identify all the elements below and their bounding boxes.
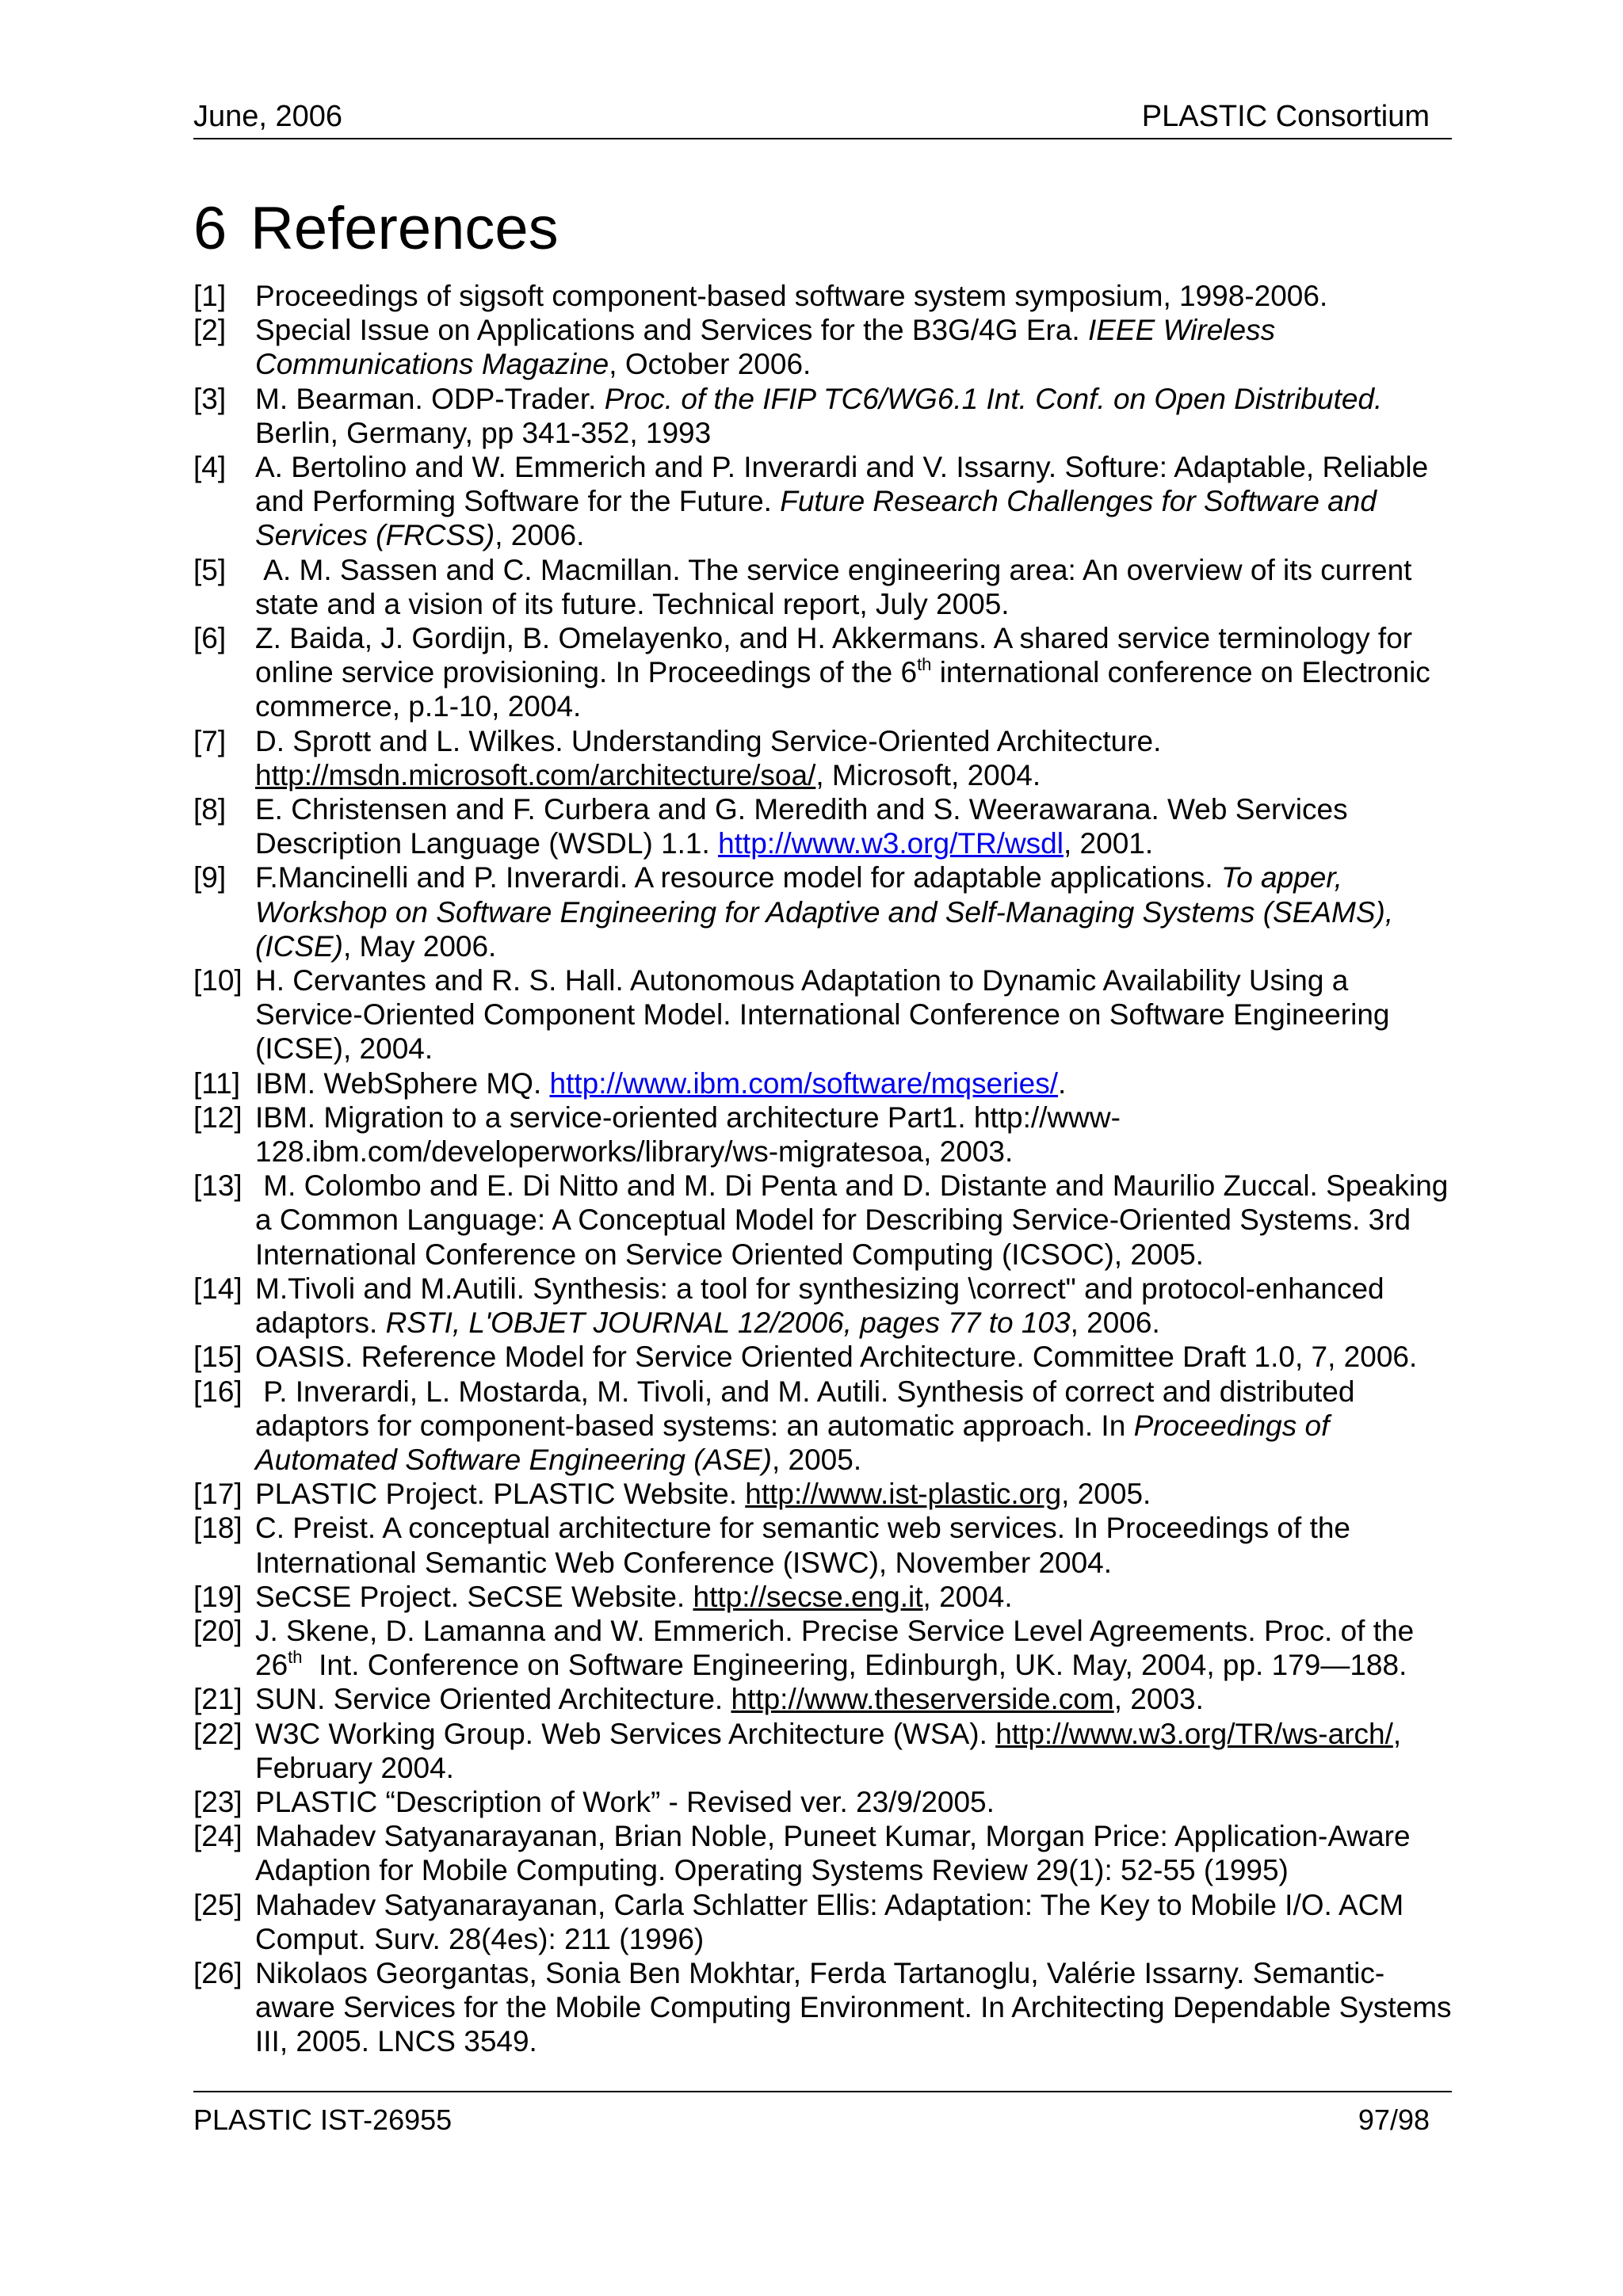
reference-text-segment: , 2005. bbox=[1061, 1478, 1151, 1511]
section-title bbox=[193, 194, 559, 263]
reference-url: http://msdn.microsoft.com/architecture/soa/ bbox=[255, 758, 816, 791]
reference-item bbox=[193, 1819, 1461, 1887]
reference-text-segment: , 2001. bbox=[1063, 827, 1154, 860]
reference-text bbox=[255, 1786, 995, 1818]
section-number: 6 bbox=[193, 195, 227, 262]
reference-text-segment: A. M. Sassen and C. Macmillan. The service engineering area: An overview of its current state and a vision of its future. Technical report, July 2005. bbox=[255, 553, 1412, 620]
footer-doc-id: PLASTIC IST-26955 bbox=[193, 2103, 453, 2136]
reference-text-segment: Berlin, Germany, pp 341-352, 1993 bbox=[255, 416, 712, 449]
reference-venue: Future Research Challenges for Software and Services (FRCSS) bbox=[255, 485, 1377, 552]
reference-link[interactable]: http://www.ibm.com/software/mqseries/ bbox=[549, 1066, 1059, 1100]
reference-item bbox=[193, 1888, 1461, 1956]
reference-text bbox=[255, 1512, 1350, 1578]
reference-item bbox=[193, 1717, 1461, 1785]
reference-text-segment: IBM. WebSphere MQ. bbox=[255, 1066, 550, 1100]
reference-item bbox=[193, 1580, 1461, 1614]
reference-number: [16] bbox=[193, 1375, 242, 1408]
reference-venue: IEEE Wireless Communications Magazine bbox=[255, 314, 1276, 381]
reference-number: [15] bbox=[193, 1341, 242, 1374]
reference-number: [1] bbox=[193, 280, 227, 312]
reference-text-segment: , May 2006. bbox=[343, 929, 497, 963]
reference-text-segment: , 2004. bbox=[922, 1580, 1013, 1613]
reference-text-segment: Mahadev Satyanarayanan, Carla Schlatter Ellis: Adaptation: The Key to Mobile I/O. ACM Comput. Surv. 28(4es): 211 (1996) bbox=[255, 1888, 1404, 1955]
reference-text-segment: . bbox=[1058, 1066, 1067, 1100]
reference-item bbox=[193, 1100, 1461, 1169]
reference-url: http://secse.eng.it bbox=[693, 1580, 923, 1613]
page-header bbox=[193, 98, 1452, 139]
reference-list bbox=[193, 279, 1461, 2059]
reference-text bbox=[255, 1889, 1403, 1955]
reference-url: http://www.theserverside.com bbox=[731, 1683, 1114, 1716]
reference-text bbox=[255, 383, 1382, 449]
reference-text-segment: , October 2006. bbox=[609, 348, 812, 381]
reference-venue: Proceedings of Automated Software Engineering (ASE) bbox=[255, 1409, 1330, 1476]
reference-number: [22] bbox=[193, 1717, 242, 1750]
reference-text-segment: , 2003. bbox=[1113, 1683, 1204, 1716]
reference-item bbox=[193, 860, 1461, 963]
reference-item bbox=[193, 724, 1461, 792]
header-date: June, 2006 bbox=[193, 100, 343, 133]
reference-text-segment: H. Cervantes and R. S. Hall. Autonomous Adaptation to Dynamic Availability Using a Service-Oriented Component Model. International Conference on Software Engineering (ICSE), 2004. bbox=[255, 964, 1390, 1066]
reference-number: [25] bbox=[193, 1888, 242, 1921]
reference-text bbox=[255, 554, 1411, 620]
reference-item bbox=[193, 792, 1461, 860]
reference-text bbox=[255, 1169, 1448, 1270]
reference-text bbox=[255, 725, 1161, 791]
reference-text-segment: W3C Working Group. Web Services Architecture (WSA). bbox=[255, 1717, 996, 1750]
reference-text-segment: , 2006. bbox=[495, 519, 585, 552]
reference-number: [21] bbox=[193, 1683, 242, 1716]
reference-text-segment: M.Tivoli and M.Autili. Synthesis: a tool for synthesizing \correct" and protocol-enhanced adaptors. bbox=[255, 1272, 1384, 1340]
reference-text-segment: , 2006. bbox=[1070, 1306, 1160, 1340]
reference-number: [20] bbox=[193, 1614, 242, 1647]
reference-text bbox=[255, 1957, 1452, 2058]
reference-text-segment: OASIS. Reference Model for Service Oriented Architecture. Committee Draft 1.0, 7, 2006. bbox=[255, 1341, 1418, 1374]
reference-text-segment: IBM. Migration to a service-oriented architecture Part1. http://www-128.ibm.com/developerworks/library/ws-migratesoa, 2003. bbox=[255, 1100, 1121, 1169]
reference-text-segment: Mahadev Satyanarayanan, Brian Noble, Puneet Kumar, Morgan Price: Application-Aware Adaption for Mobile Computing. Operating Systems Review 29(1): 52-55 (1995) bbox=[255, 1820, 1411, 1887]
reference-item bbox=[193, 1375, 1461, 1478]
reference-number: [19] bbox=[193, 1580, 242, 1613]
reference-text-segment: , February 2004. bbox=[255, 1717, 1402, 1784]
reference-text-segment: J. Skene, D. Lamanna and W. Emmerich. Precise Service Level Agreements. Proc. of the 26 bbox=[255, 1614, 1415, 1682]
reference-text-segment: C. Preist. A conceptual architecture for semantic web services. In Proceedings of the International Semantic Web Conference (ISWC), November 2004. bbox=[255, 1512, 1351, 1579]
reference-item bbox=[193, 1066, 1461, 1100]
reference-text bbox=[255, 280, 1327, 312]
reference-item bbox=[193, 1614, 1461, 1682]
header-org: PLASTIC Consortium bbox=[1141, 100, 1430, 133]
reference-number: [24] bbox=[193, 1820, 242, 1853]
reference-text bbox=[255, 1718, 1401, 1784]
reference-item bbox=[193, 1785, 1461, 1819]
reference-text bbox=[255, 622, 1430, 723]
reference-text-segment: M. Bearman. ODP-Trader. bbox=[255, 382, 605, 415]
reference-text-segment: A. Bertolino and W. Emmerich and P. Inverardi and V. Issarny. Softure: Adaptable, Reliable and Performing Software for the Future. bbox=[255, 451, 1429, 518]
reference-text-segment: D. Sprott and L. Wilkes. Understanding Service-Oriented Architecture. bbox=[255, 724, 1162, 757]
reference-text bbox=[255, 1341, 1417, 1373]
reference-number: [8] bbox=[193, 793, 227, 826]
reference-text bbox=[255, 1683, 1204, 1715]
reference-item bbox=[193, 1272, 1461, 1340]
reference-number: [2] bbox=[193, 314, 227, 347]
reference-text-segment: PLASTIC Project. PLASTIC Website. bbox=[255, 1478, 746, 1511]
reference-text-segment: SUN. Service Oriented Architecture. bbox=[255, 1683, 731, 1716]
reference-item bbox=[193, 313, 1461, 381]
reference-item bbox=[193, 1511, 1461, 1579]
reference-text bbox=[255, 1581, 1013, 1613]
reference-item bbox=[193, 1169, 1461, 1272]
reference-item bbox=[193, 1956, 1461, 2059]
reference-item bbox=[193, 1682, 1461, 1716]
reference-text bbox=[255, 451, 1428, 551]
reference-number: [14] bbox=[193, 1272, 242, 1305]
reference-text bbox=[255, 793, 1348, 860]
reference-number: [4] bbox=[193, 451, 227, 484]
reference-link[interactable]: http://www.w3.org/TR/wsdl bbox=[718, 827, 1064, 860]
reference-item bbox=[193, 279, 1461, 313]
reference-text-segment: Nikolaos Georgantas, Sonia Ben Mokhtar, Ferda Tartanoglu, Valérie Issarny. Semantic-aware Services for the Mobile Computing Environment. In Architecting Dependable Systems III, 2005. LNCS 3549. bbox=[255, 1956, 1452, 2058]
reference-url: http://www.w3.org/TR/ws-arch/ bbox=[995, 1717, 1393, 1750]
reference-number: [26] bbox=[193, 1956, 242, 1989]
reference-venue: Proc. of the IFIP TC6/WG6.1 Int. Conf. on Open Distributed. bbox=[604, 382, 1383, 415]
reference-item bbox=[193, 450, 1461, 553]
section-title-text: References bbox=[250, 195, 559, 262]
reference-text bbox=[255, 1478, 1151, 1510]
reference-text bbox=[255, 1820, 1411, 1886]
reference-item bbox=[193, 382, 1461, 450]
reference-text-segment: international conference on Electronic commerce, p.1-10, 2004. bbox=[255, 656, 1430, 723]
reference-number: [12] bbox=[193, 1100, 242, 1134]
reference-text-segment: , 2005. bbox=[771, 1443, 862, 1476]
reference-text bbox=[255, 1615, 1414, 1681]
reference-number: [7] bbox=[193, 724, 227, 757]
reference-number: [6] bbox=[193, 622, 227, 655]
reference-number: [3] bbox=[193, 382, 227, 415]
footer-page-number: 97/98 bbox=[1358, 2103, 1430, 2136]
reference-text bbox=[255, 1101, 1121, 1168]
reference-text-segment: Int. Conference on Software Engineering, Edinburgh, UK. May, 2004, pp. 179—188. bbox=[302, 1649, 1407, 1682]
reference-number: [11] bbox=[193, 1066, 240, 1100]
reference-item bbox=[193, 1477, 1461, 1511]
reference-number: [9] bbox=[193, 861, 227, 894]
reference-venue: RSTI, L'OBJET JOURNAL 12/2006, pages 77 to 103 bbox=[385, 1306, 1071, 1340]
reference-text bbox=[255, 314, 1275, 380]
ordinal-superscript: th bbox=[917, 654, 932, 674]
reference-text bbox=[255, 1272, 1384, 1339]
reference-text-segment: M. Colombo and E. Di Nitto and M. Di Penta and D. Distante and Maurilio Zuccal. Speaking a Common Language: A Conceptual Model for Describing Service-Oriented Systems. 3rd International Conference on Service Oriented Computing (ICSOC), 2005. bbox=[255, 1169, 1449, 1271]
reference-text bbox=[255, 861, 1393, 962]
reference-number: [13] bbox=[193, 1169, 242, 1203]
reference-number: [17] bbox=[193, 1478, 242, 1511]
reference-item bbox=[193, 553, 1461, 621]
reference-item bbox=[193, 1340, 1461, 1374]
reference-number: [5] bbox=[193, 553, 227, 586]
reference-url: http://www.ist-plastic.org bbox=[745, 1478, 1062, 1511]
ordinal-superscript: th bbox=[288, 1646, 303, 1667]
reference-text-segment: E. Christensen and F. Curbera and G. Meredith and S. Weerawarana. Web Services Description Language (WSDL) 1.1. bbox=[255, 793, 1348, 860]
reference-text-segment: , Microsoft, 2004. bbox=[815, 758, 1041, 791]
reference-text-segment: Proceedings of sigsoft component-based software system symposium, 1998-2006. bbox=[255, 280, 1328, 312]
reference-text-segment: Special Issue on Applications and Services for the B3G/4G Era. bbox=[255, 314, 1088, 347]
reference-number: [10] bbox=[193, 964, 242, 997]
reference-text-segment: PLASTIC “Description of Work” - Revised ver. 23/9/2005. bbox=[255, 1785, 995, 1818]
reference-number: [23] bbox=[193, 1785, 242, 1818]
reference-text-segment: F.Mancinelli and P. Inverardi. A resource model for adaptable applications. bbox=[255, 861, 1221, 894]
reference-text-segment: Z. Baida, J. Gordijn, B. Omelayenko, and H. Akkermans. A shared service terminology for online service provisioning. In Proceedings of the 6 bbox=[255, 622, 1413, 689]
page-footer bbox=[193, 2091, 1452, 2136]
reference-number: [18] bbox=[193, 1512, 242, 1545]
reference-text bbox=[255, 964, 1390, 1065]
reference-item bbox=[193, 621, 1461, 724]
reference-text-segment: P. Inverardi, L. Mostarda, M. Tivoli, and M. Autili. Synthesis of correct and distributed adaptors for component-based systems: an automatic approach. In bbox=[255, 1375, 1355, 1442]
reference-venue: To apper, Workshop on Software Engineering for Adaptive and Self-Managing Systems (SEAMS), (ICSE) bbox=[255, 861, 1394, 963]
reference-item bbox=[193, 963, 1461, 1066]
reference-text bbox=[255, 1375, 1354, 1476]
reference-text-segment: SeCSE Project. SeCSE Website. bbox=[255, 1580, 693, 1613]
reference-text bbox=[255, 1067, 1066, 1100]
